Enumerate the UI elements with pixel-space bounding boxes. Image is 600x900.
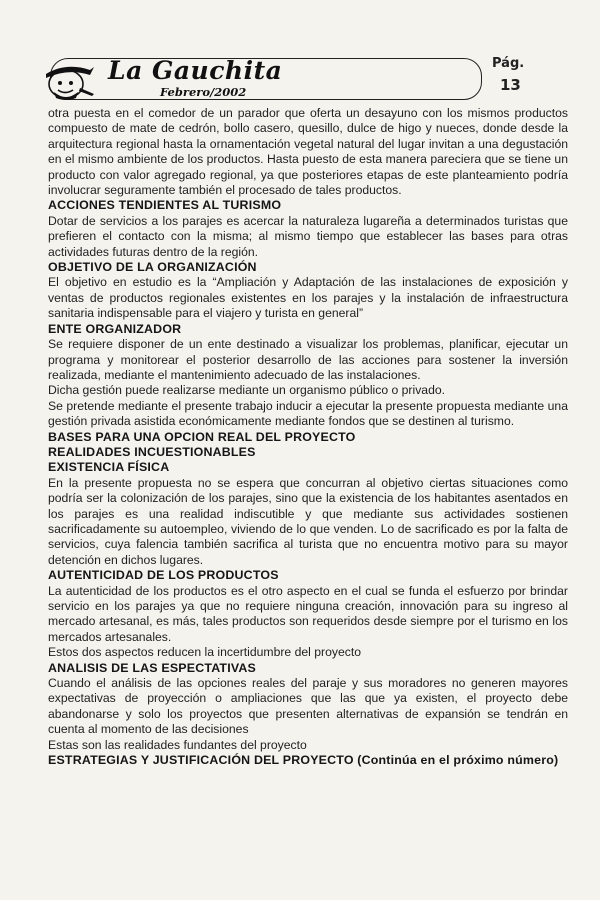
gaucho-logo-icon — [40, 58, 98, 102]
paragraph-estas: Estas son las realidades fundantes del proyecto — [48, 737, 307, 752]
heading-autenticidad: AUTENTICIDAD DE LOS PRODUCTOS — [48, 568, 279, 583]
paragraph-ente-2: Dicha gestión puede realizarse mediante un organismo público o privado. — [48, 383, 446, 398]
paragraph-estos: Estos dos aspectos reducen la incertidumbre del proyecto — [48, 645, 361, 660]
article-body — [48, 106, 568, 768]
paragraph-acciones: Dotar de servicios a los parajes es acercar la naturaleza lugareña a determinados turistas que prefieren el contacto con la misma; al mismo tiempo que establecer las bases para otras actividades futuras dentro de la región. — [48, 213, 568, 259]
issue-date: Febrero/2002 — [160, 85, 247, 99]
page-number: 13 — [500, 76, 521, 94]
paragraph-autenticidad: La autenticidad de los productos es el otro aspecto en el cual se funda el esfuerzo por brindar servicio en los parajes ya que no requiere ninguna creación, innovación para su ingreso al mercado artesanal, es más, tales productos son requeridos desde siempre por el turismo en los mercados artesanales. — [48, 583, 568, 644]
page-header — [40, 52, 560, 107]
heading-realidades: REALIDADES INCUESTIONABLES — [48, 444, 256, 459]
paragraph-objetivo: El objetivo en estudio es la “Ampliación y Adaptación de las instalaciones de exposición y ventas de productos regionales existentes en los parajes y la instalación de infraestructura sanitaria indispensable para el viajero y turista en general” — [48, 275, 568, 321]
heading-objetivo: OBJETIVO DE LA ORGANIZACIÓN — [48, 260, 257, 275]
heading-estrategias: ESTRATEGIAS Y JUSTIFICACIÓN DEL PROYECTO (Continúa en el próximo número) — [48, 753, 559, 768]
page-label: Pág. — [492, 56, 525, 71]
heading-acciones: ACCIONES TENDIENTES AL TURISMO — [48, 198, 282, 213]
paragraph-analisis: Cuando el análisis de las opciones reales del paraje y sus moradores no generen mayores expectativas de proyección o ampliaciones que las que ya existen, el proyecto debe abandonarse y solo los proyectos que presenten alternativas de expansión se tendrán en cuenta al momento de las decisiones — [48, 676, 568, 737]
paragraph-ente-1: Se requiere disponer de un ente destinado a visualizar los problemas, planificar, ejecutar un programa y monitorear el posterior desarrollo de las acciones para sostener la inversión realizada, mediante el mantenimiento adecuado de las instalaciones. — [48, 337, 568, 382]
paragraph-existencia: En la presente propuesta no se espera que concurran al objetivo ciertas situaciones como podría ser la colonización de los parajes, sino que la existencia de los habitantes asentados en los parajes es una realidad indiscutible y que mediante sus actividades sostienen sacrificadamente su autoempleo, viviendo de lo que venden. Lo de sacrificado es por la falta de servicios, cuya falencia también sacrifica al turista que no encuentra motivo para su mayor detención en dichos lugares. — [48, 475, 568, 567]
paragraph-ente-3: Se pretende mediante el presente trabajo inducir a ejecutar la presente propuesta mediante una gestión privada asistida económicamente mediante fondos que se destinen al turismo. — [48, 398, 568, 429]
heading-analisis: ANALISIS DE LAS ESPECTATIVAS — [48, 660, 256, 675]
heading-existencia: EXISTENCIA FÍSICA — [48, 460, 170, 475]
heading-bases: BASES PARA UNA OPCION REAL DEL PROYECTO — [48, 429, 356, 444]
heading-ente: ENTE ORGANIZADOR — [48, 321, 182, 336]
paragraph-intro: otra puesta en el comedor de un parador que oferta un desayuno con los mismos productos compuesto de mate de cedrón, bollo casero, quesillo, dulce de higo y nueces, donde desde la arquitectura regional hasta la ornamentación vegetal natural del lugar invitan a una degustación en el mismo ambiente de los productos. Hasta puesto de esta manera pareciera que se tiene un producto con valor agregado regional, ya que posteriores etapas de este planteamiento podría involucrar seguramente también el procesado de tales productos. — [48, 106, 568, 198]
magazine-title: La Gauchita — [108, 56, 283, 85]
